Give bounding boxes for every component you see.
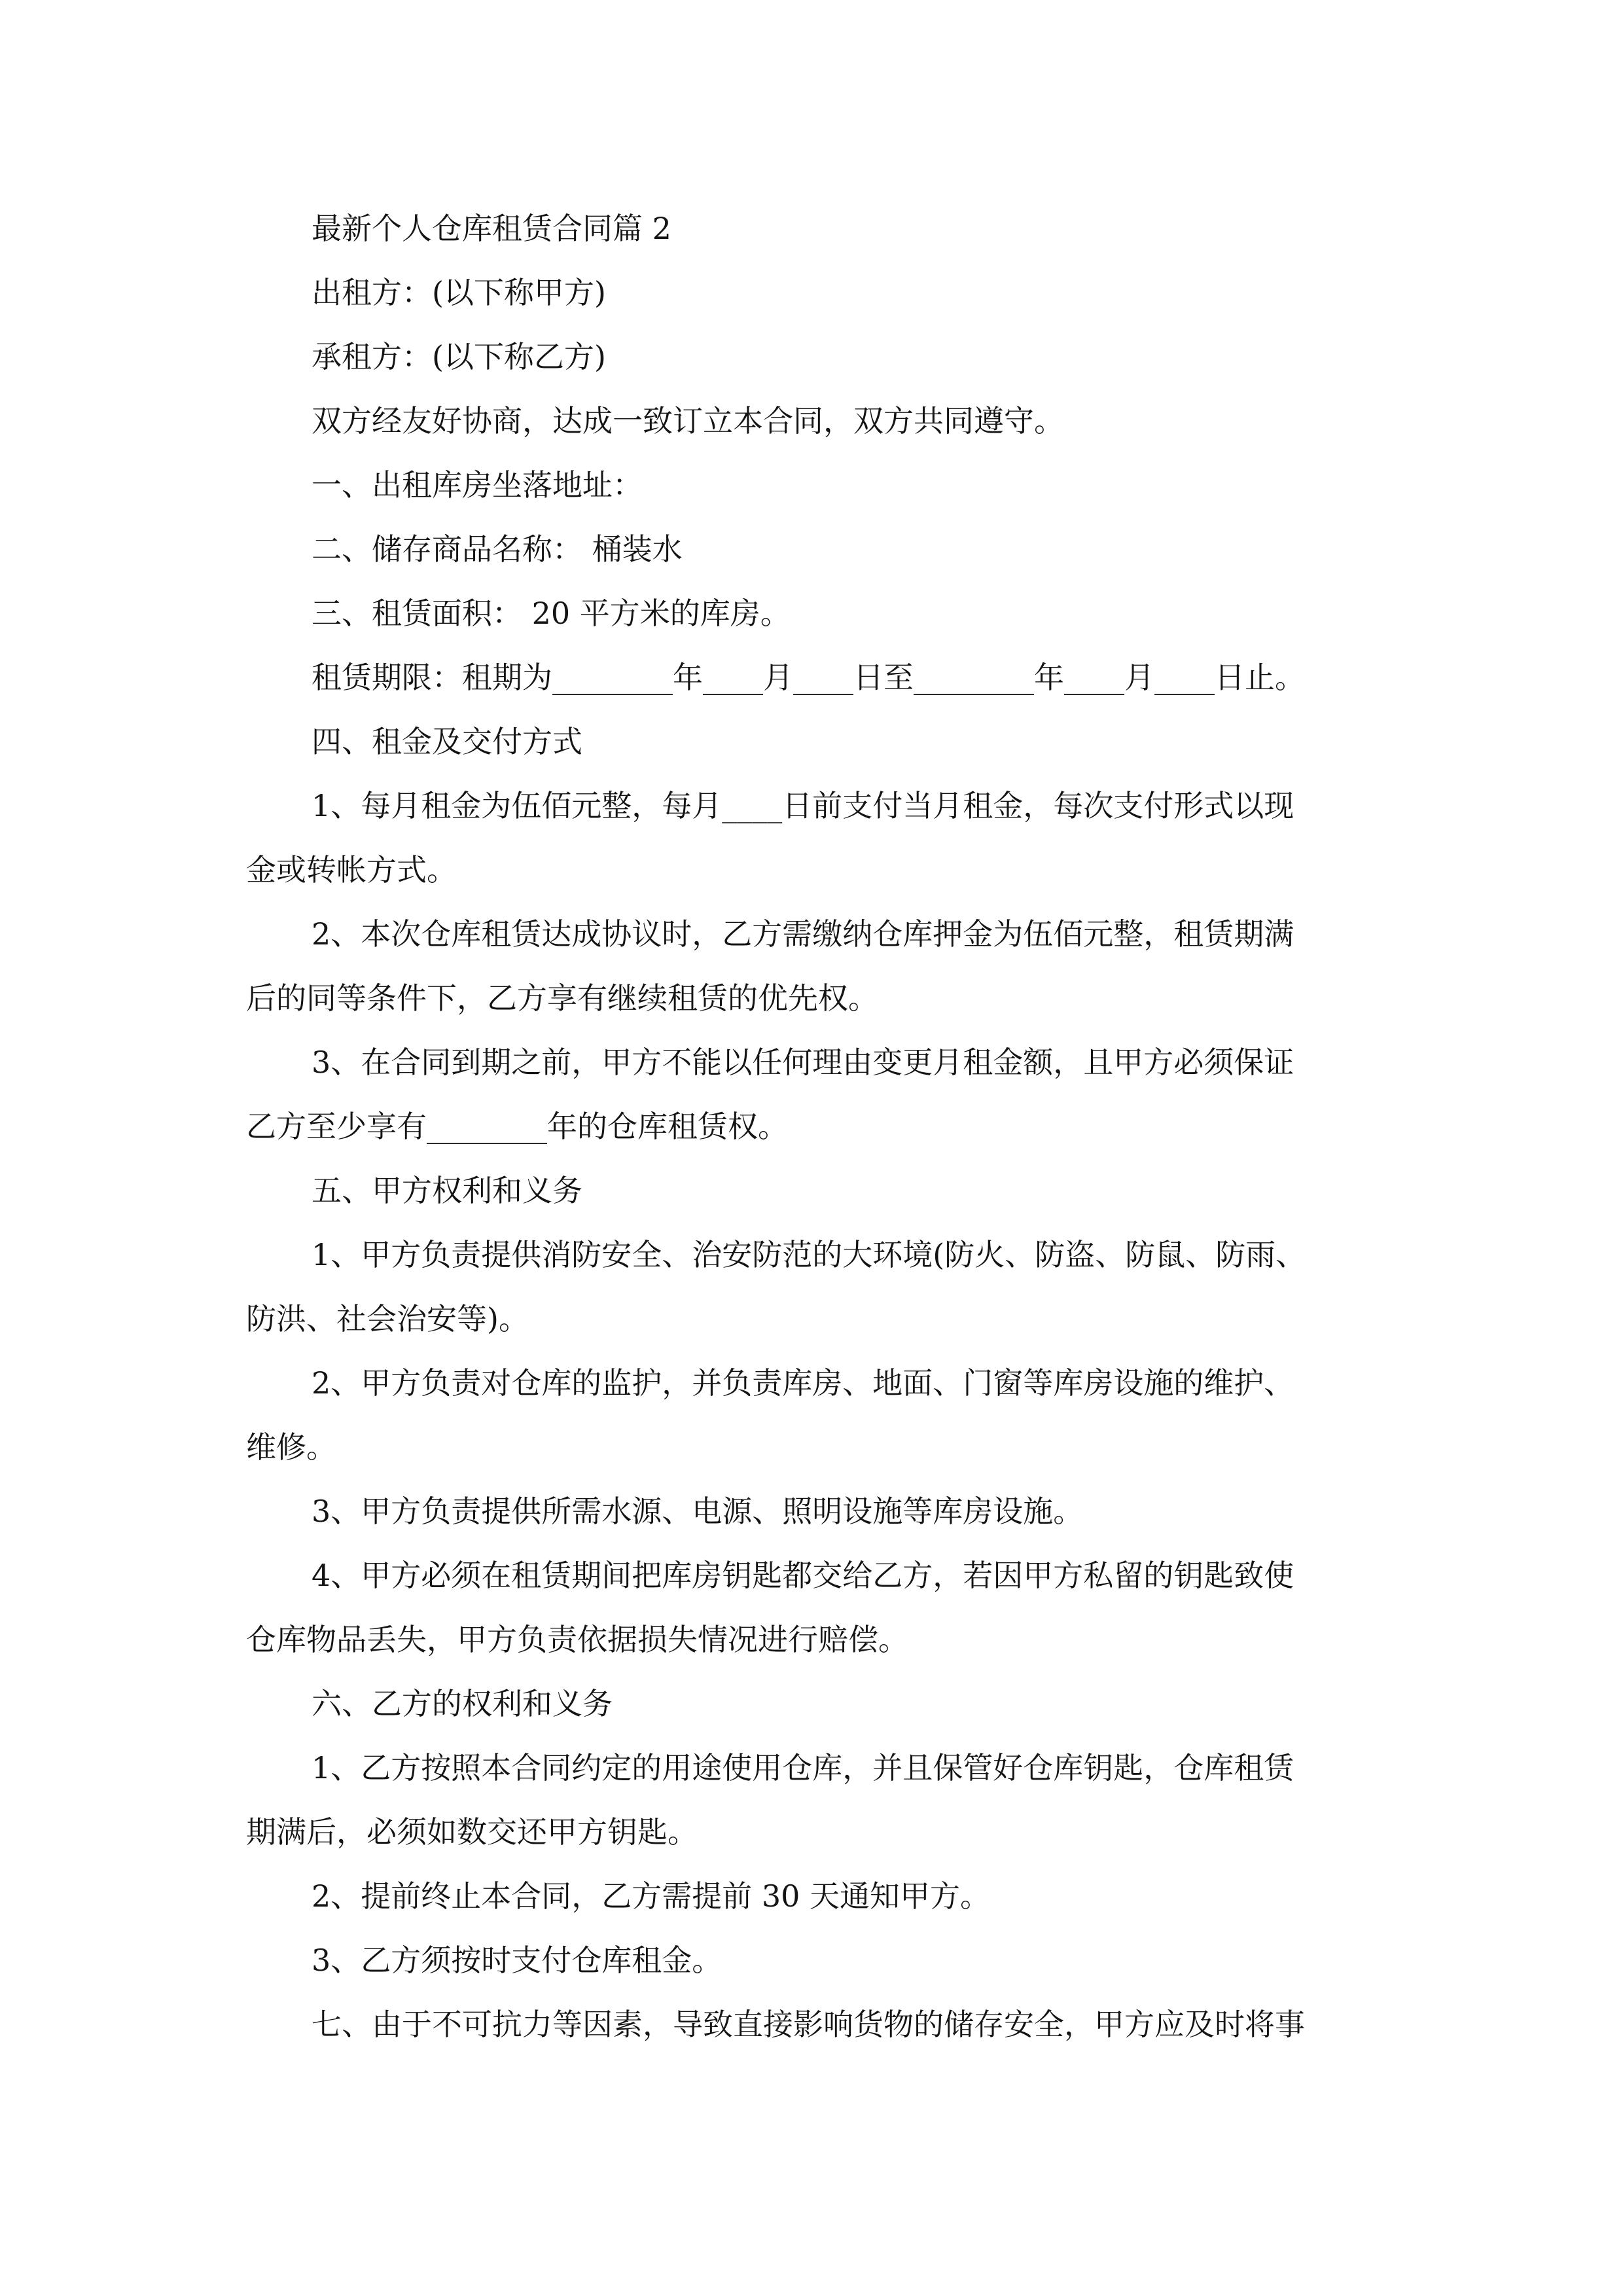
doc-line: 1、每月租金为伍佰元整，每月____日前支付当月租金，每次支付形式以现 [312, 788, 1294, 823]
doc-line-term: 租赁期限：租期为________年____月____日至________年____月____日止。 [312, 660, 1305, 695]
doc-line-lessor: 出租方：(以下称甲方) [312, 275, 606, 310]
doc-line: 维修。 [246, 1429, 336, 1465]
doc-line: 1、乙方按照本合同约定的用途使用仓库，并且保管好仓库钥匙，仓库租赁 [312, 1750, 1294, 1785]
doc-line: 乙方至少享有________年的仓库租赁权。 [246, 1109, 788, 1144]
doc-line: 2、提前终止本合同，乙方需提前 30 天通知甲方。 [312, 1878, 991, 1914]
doc-line: 1、甲方负责提供消防安全、治安防范的大环境(防火、防盗、防鼠、防雨、 [312, 1237, 1306, 1272]
doc-line: 2、甲方负责对仓库的监护，并负责库房、地面、门窗等库房设施的维护、 [312, 1365, 1294, 1401]
doc-line: 仓库物品丢失，甲方负责依据损失情况进行赔偿。 [246, 1622, 908, 1657]
doc-line-area: 三、租赁面积： 20 平方米的库房。 [312, 596, 791, 631]
doc-line: 后的同等条件下，乙方享有继续租赁的优先权。 [246, 980, 878, 1016]
doc-line: 防洪、社会治安等)。 [246, 1301, 529, 1336]
contract-body [246, 196, 1378, 2056]
doc-line-title: 最新个人仓库租赁合同篇 2 [312, 211, 671, 246]
doc-line: 金或转帐方式。 [246, 852, 457, 888]
doc-line-section-7: 七、由于不可抗力等因素，导致直接影响货物的储存安全，甲方应及时将事 [312, 2007, 1305, 2042]
doc-line-section-4: 四、租金及交付方式 [312, 724, 582, 759]
doc-line: 3、乙方须按时支付仓库租金。 [312, 1943, 722, 1978]
doc-line-goods: 二、储存商品名称： 桶装水 [312, 531, 683, 567]
doc-line: 3、甲方负责提供所需水源、电源、照明设施等库房设施。 [312, 1494, 1084, 1529]
doc-line-section-5: 五、甲方权利和义务 [312, 1173, 582, 1208]
doc-line: 2、本次仓库租赁达成协议时，乙方需缴纳仓库押金为伍佰元整，租赁期满 [312, 916, 1294, 952]
doc-line: 4、甲方必须在租赁期间把库房钥匙都交给乙方，若因甲方私留的钥匙致使 [312, 1558, 1294, 1593]
doc-line-lessee: 承租方：(以下称乙方) [312, 339, 606, 374]
doc-line: 期满后，必须如数交还甲方钥匙。 [246, 1814, 698, 1850]
doc-line-section-6: 六、乙方的权利和义务 [312, 1686, 613, 1721]
doc-line-agreement: 双方经友好协商，达成一致订立本合同，双方共同遵守。 [312, 403, 1064, 439]
doc-line-address: 一、出租库房坐落地址： [312, 467, 643, 503]
doc-line: 3、在合同到期之前，甲方不能以任何理由变更月租金额，且甲方必须保证 [312, 1045, 1294, 1080]
